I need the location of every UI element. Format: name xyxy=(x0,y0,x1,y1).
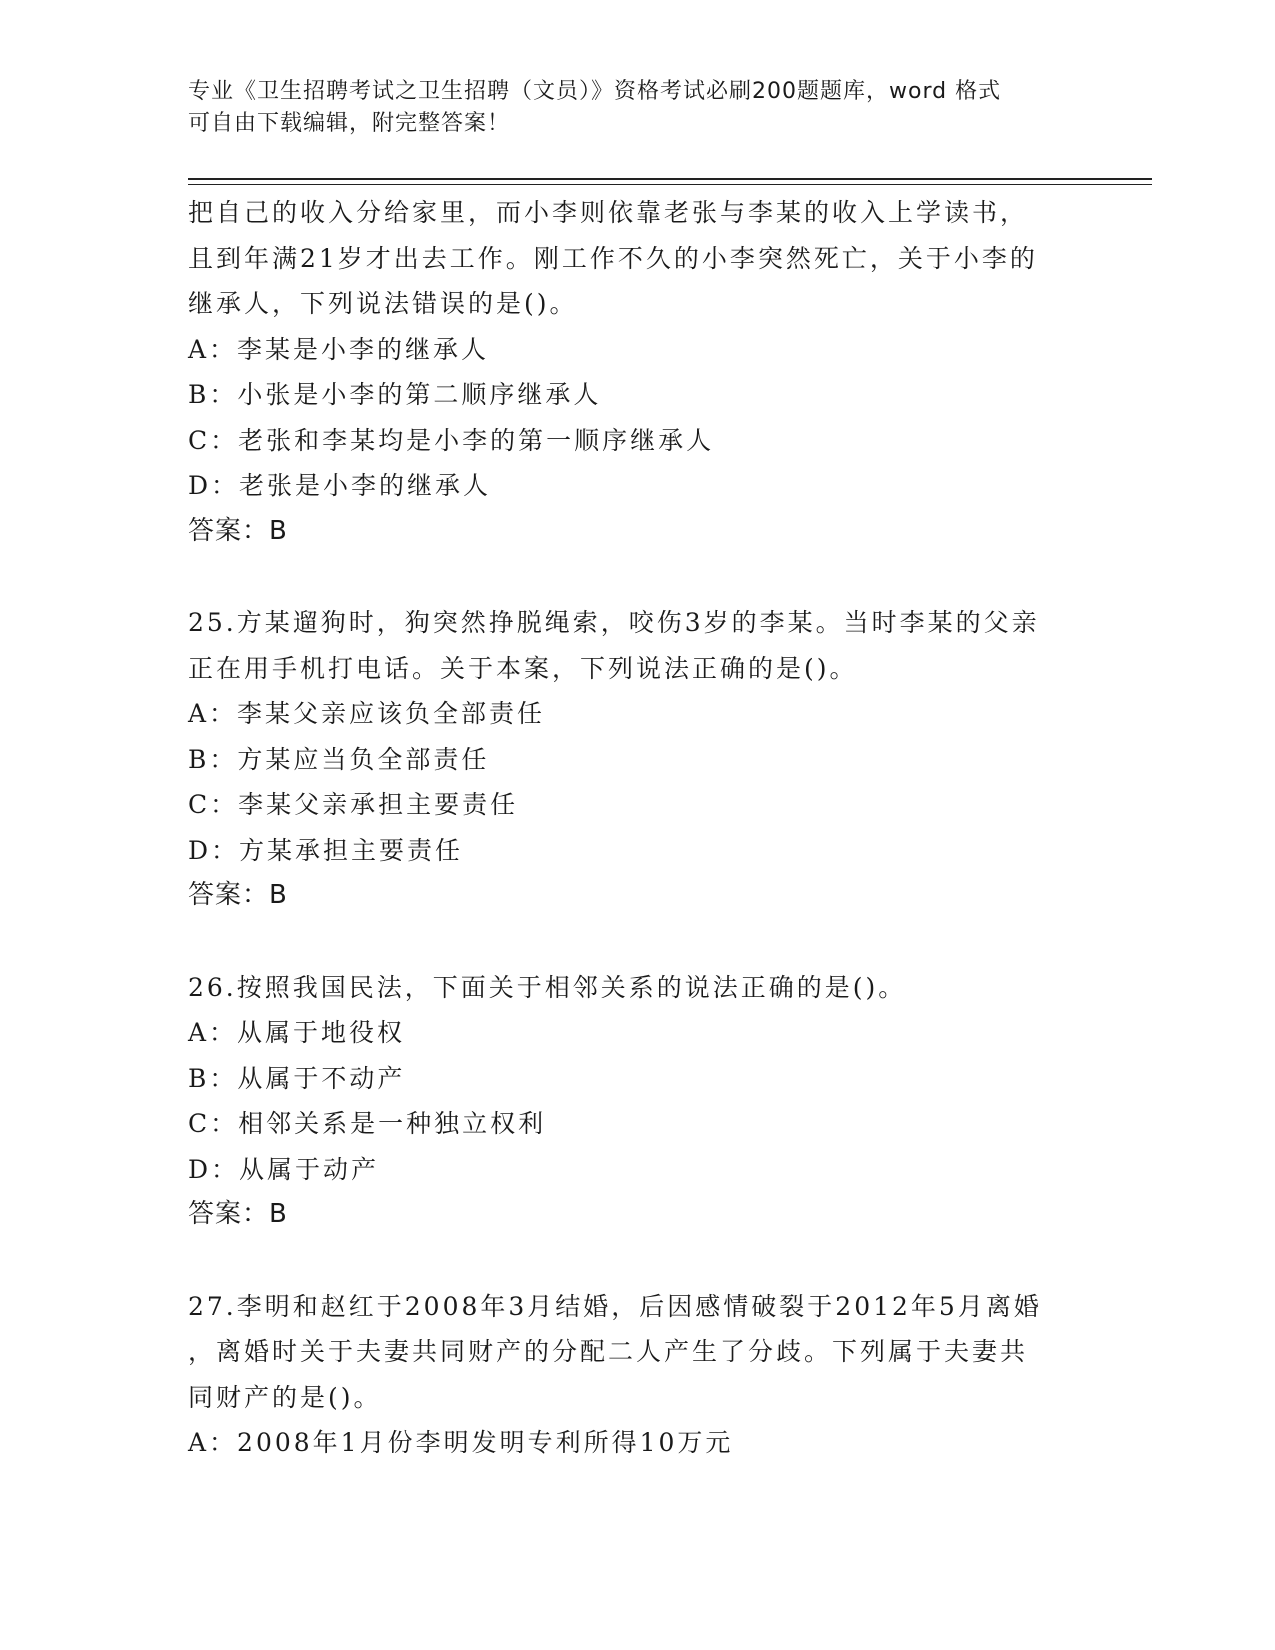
option-c: C：老张和李某均是小李的第一顺序继承人 xyxy=(188,425,715,455)
option-c: C：李某父亲承担主要责任 xyxy=(188,790,519,819)
question-text-line: 继承人，下列说法错误的是()。 xyxy=(188,289,578,318)
option-a: A：从属于地役权 xyxy=(188,1018,406,1047)
header-line-2: 可自由下载编辑，附完整答案！ xyxy=(188,111,511,136)
question-25 xyxy=(188,600,1088,919)
answer-text: 答案：B xyxy=(188,880,288,910)
header-line-1: 专业《卫生招聘考试之卫生招聘（文员）》资格考试必刷200题题库，word 格式 xyxy=(188,79,1002,104)
question-text-line: 同财产的是()。 xyxy=(188,1382,382,1412)
option-a: A：李某是小李的继承人 xyxy=(188,334,490,364)
option-a: A：2008年1月份李明发明专利所得10万元 xyxy=(188,1428,734,1457)
question-text-line: 26.按照我国民法，下面关于相邻关系的说法正确的是()。 xyxy=(188,972,907,1002)
document-body xyxy=(188,190,1088,1466)
header-rule-thick xyxy=(188,178,1152,180)
question-text-line: 27.李明和赵红于2008年3月结婚，后因感情破裂于2012年5月离婚 xyxy=(188,1291,1042,1321)
question-text-line: 25.方某遛狗时，狗突然挣脱绳索，咬伤3岁的李某。当时李某的父亲 xyxy=(188,608,1040,637)
option-d: D：从属于动产 xyxy=(188,1154,380,1184)
question-27 xyxy=(188,1284,1088,1466)
option-d: D：老张是小李的继承人 xyxy=(188,471,492,500)
header-rule-thin xyxy=(188,184,1152,185)
option-b: B：方某应当负全部责任 xyxy=(188,744,490,774)
question-text-line: ，离婚时关于夫妻共同财产的分配二人产生了分歧。下列属于夫妻共 xyxy=(188,1337,1029,1366)
document-header xyxy=(188,76,1088,140)
option-b: B：从属于不动产 xyxy=(188,1063,406,1093)
option-d: D：方某承担主要责任 xyxy=(188,835,464,865)
question-text-line: 把自己的收入分给家里，而小李则依靠老张与李某的收入上学读书， xyxy=(188,198,1029,227)
answer-text: 答案：B xyxy=(188,515,288,546)
question-26 xyxy=(188,965,1088,1238)
option-c: C：相邻关系是一种独立权利 xyxy=(188,1109,547,1138)
question-text-line: 正在用手机打电话。关于本案，下列说法正确的是()。 xyxy=(188,653,858,683)
question-text-line: 且到年满21岁才出去工作。刚工作不久的小李突然死亡，关于小李的 xyxy=(188,243,1038,273)
option-a: A：李某父亲应该负全部责任 xyxy=(188,699,546,728)
answer-text: 答案：B xyxy=(188,1199,288,1229)
question-continued xyxy=(188,190,1088,554)
option-b: B：小张是小李的第二顺序继承人 xyxy=(188,380,602,409)
